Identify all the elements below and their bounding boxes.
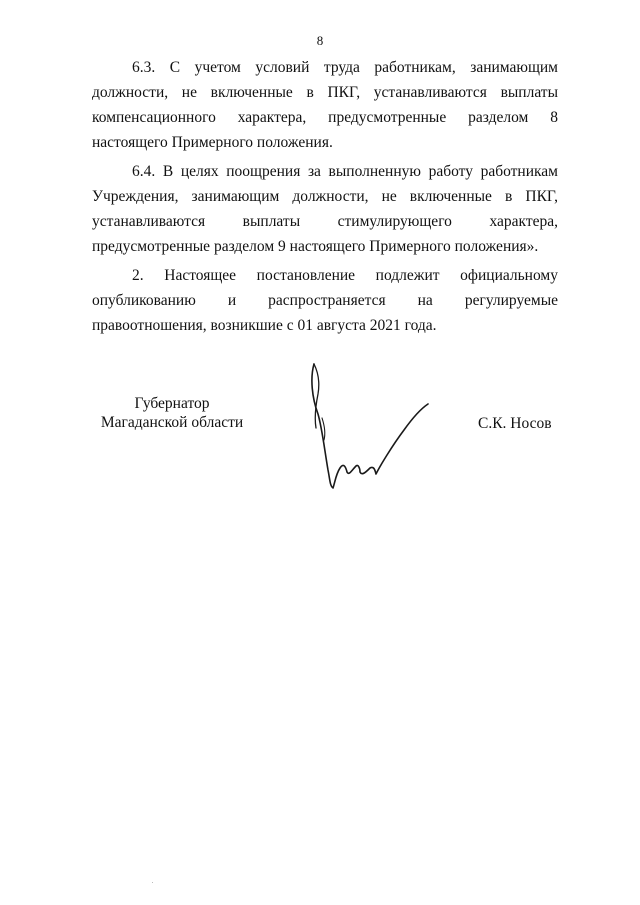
signer-title-line2: Магаданской области [100, 414, 244, 431]
signature-stroke-loop [314, 364, 319, 428]
paragraph-6-3: 6.3. С учетом условий труда работникам, занимающим должности, не включенные в ПКГ, устанавливаются выплаты компенсационного характера, предусмотренные разделом 8 настоящего Примерного положения. [92, 59, 558, 151]
handwritten-signature [300, 358, 440, 493]
paragraph-6-4: 6.4. В целях поощрения за выполненную работу работникам Учреждения, занимающим должности, не включенные в ПКГ, устанавливаются выплаты стимулирующего характера, предусмотренные разделом 9 настоящего Примерного положения». [92, 163, 558, 255]
signature-stroke-main [312, 364, 428, 488]
signer-name: С.К. Носов [478, 415, 552, 432]
scan-speck [152, 882, 153, 883]
page-number: 8 [316, 33, 324, 48]
signer-title [92, 394, 252, 432]
signer-title-line1: Губернатор [134, 395, 210, 412]
paragraph-2-publication: 2. Настоящее постановление подлежит официальному опубликованию и распространяется на регулируемые правоотношения, возникшие с 01 августа 2021 года. [92, 267, 558, 334]
